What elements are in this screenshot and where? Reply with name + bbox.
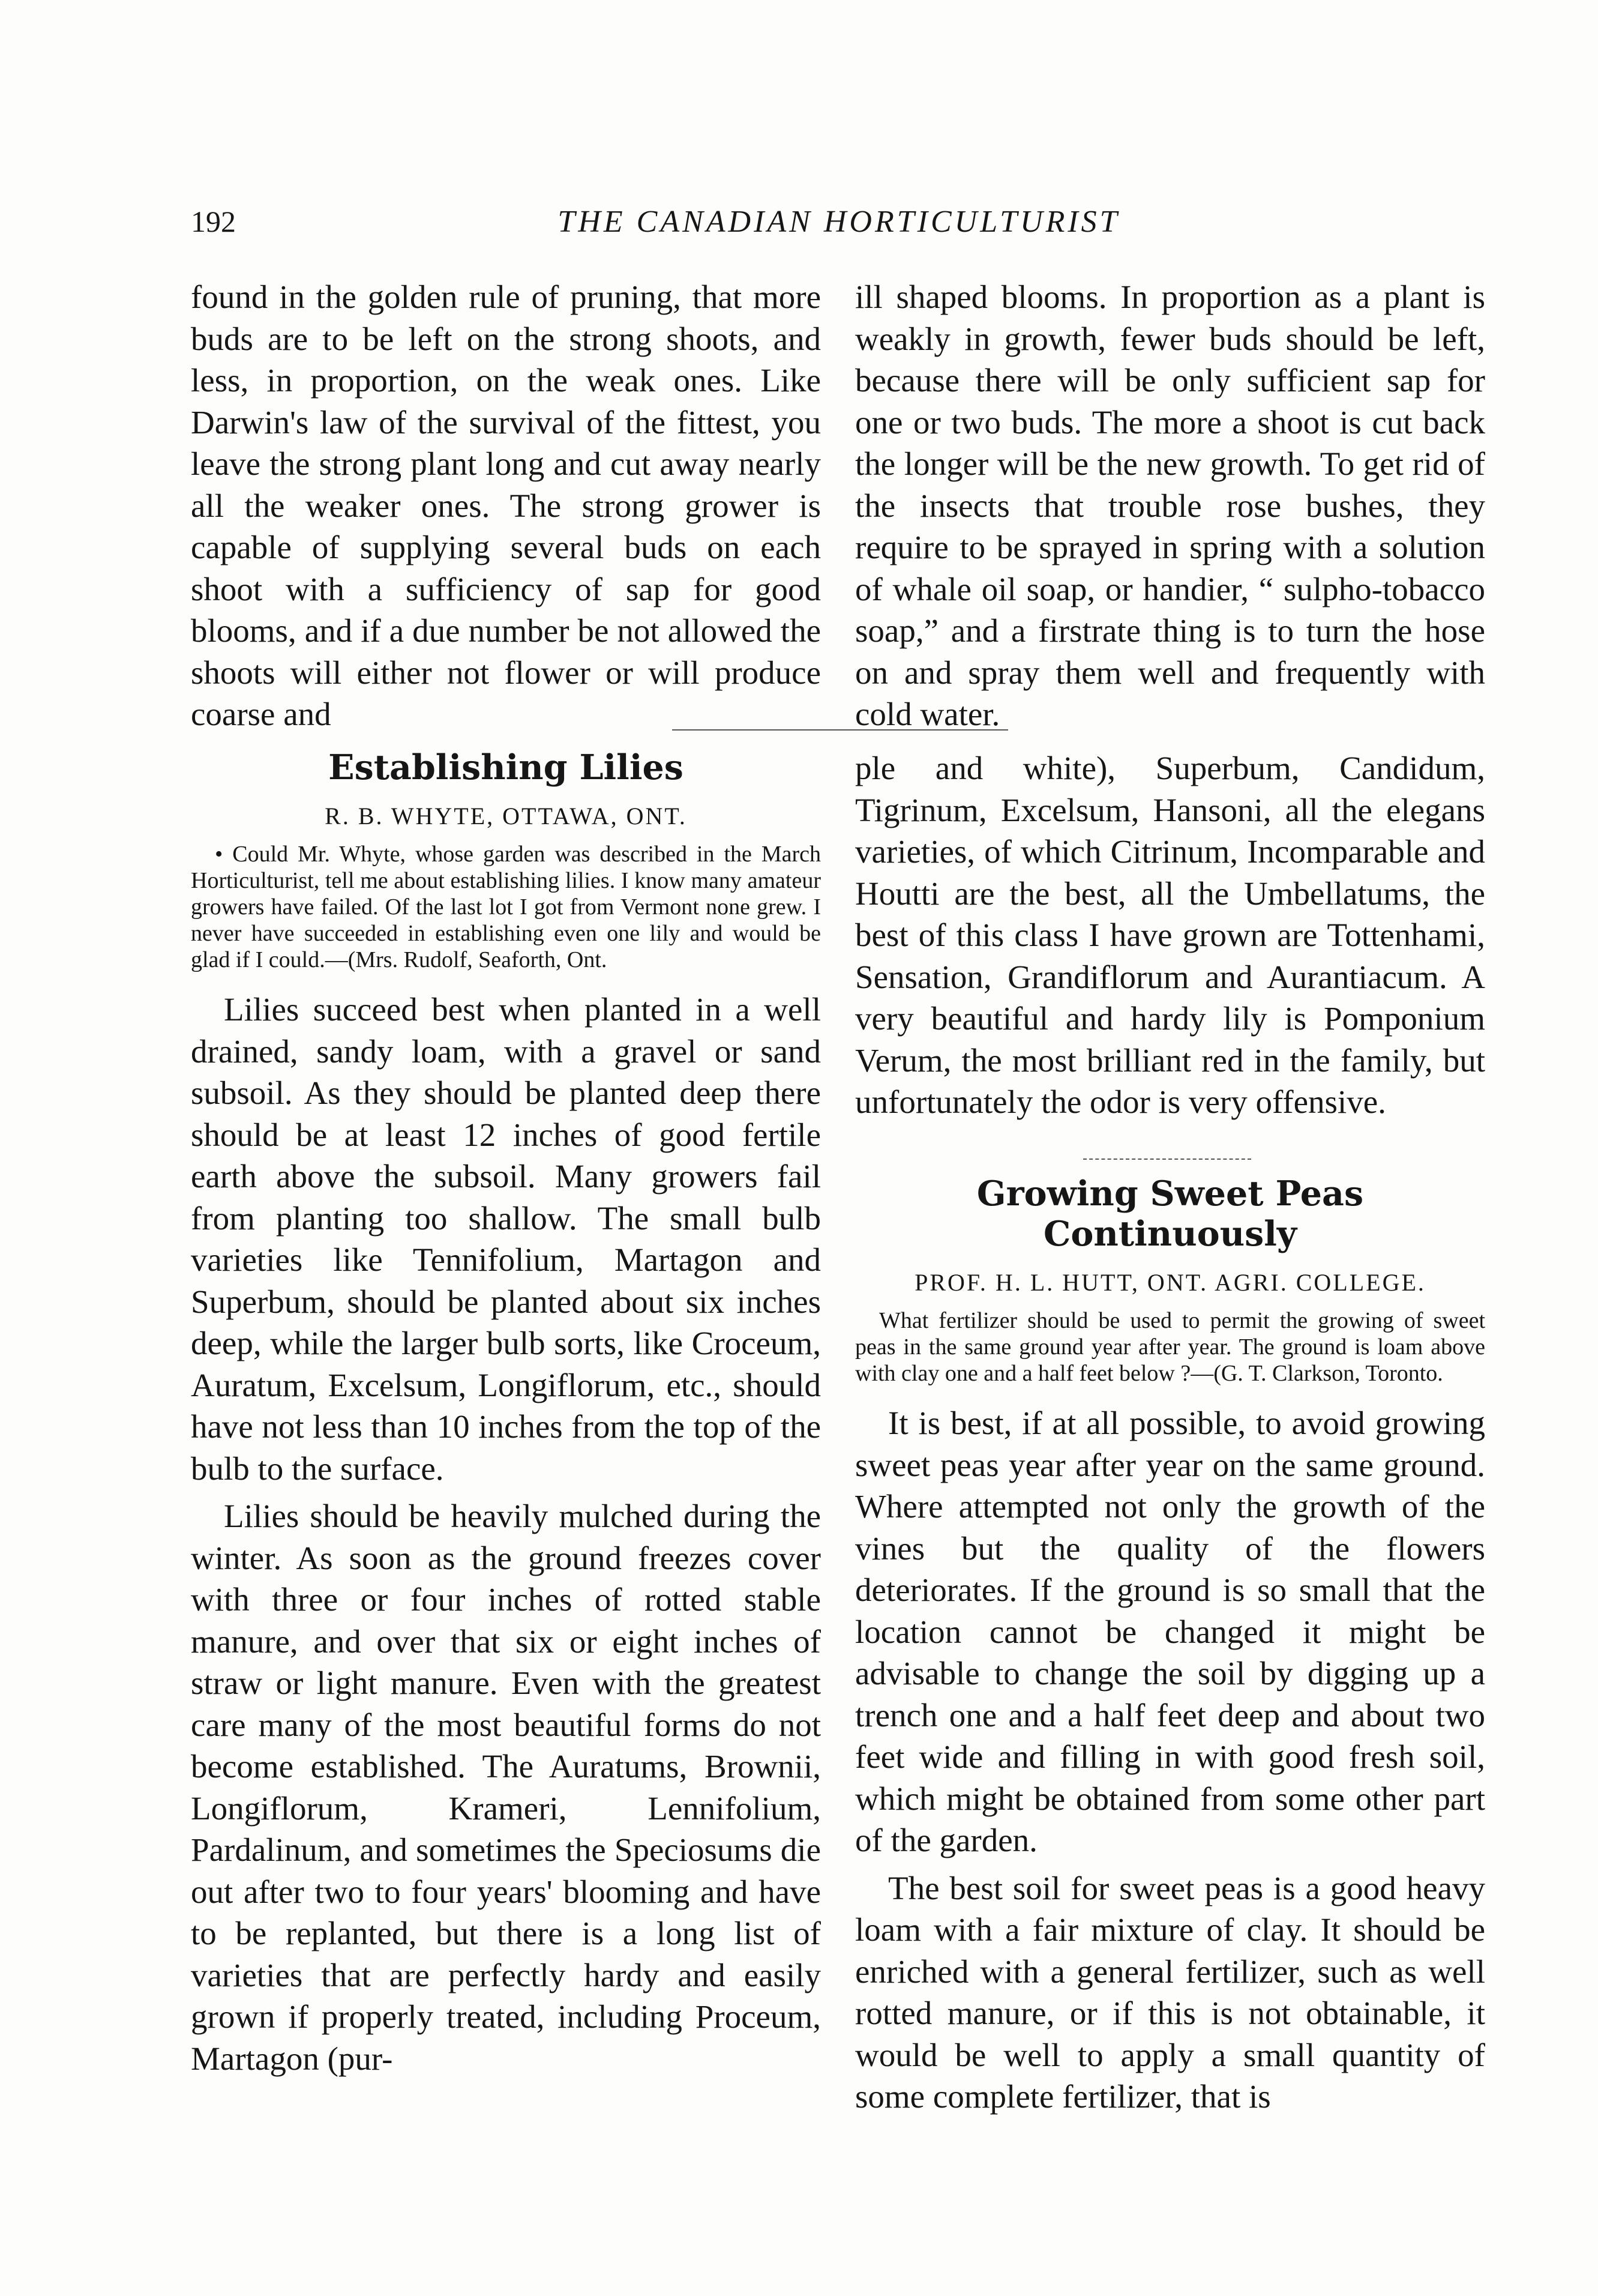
reader-query-lilies: • Could Mr. Whyte, whose garden was described in the March Horticulturist, tell me about establishing lilies. I know many amateur growers have failed. Of the last lot I got from Vermont none grew. I never have succeeded in establishing even one lily and would be glad if I could.—(Mrs. Rudolf, Seaforth, Ont.: [191, 842, 821, 972]
article-title-peas: Growing Sweet Peas Continuously: [976, 1174, 1364, 1254]
continued-paragraph-left: found in the golden rule of pruning, that more buds are to be left on the strong shoots, and less, in proportion, on the weak ones. Like Darwin's law of the survival of the fittest, you leave the strong plant long and cut away nearly all the weaker ones. The strong grower is capable of supplying several buds on each shoot with a sufficiency of sap for good blooms, and if a due number be not allowed the shoots will either not flower or will produce coarse and: [191, 279, 821, 732]
peas-paragraph-2: The best soil for sweet peas is a good heavy loam with a fair mixture of clay. It should be enriched with a general fertilizer, such as well rotted manure, or if this is not obtainable, it would be well to apply a small quantity of some complete fertilizer, that is: [855, 1869, 1485, 2115]
journal-title: THE CANADIAN HORTICULTURIST: [557, 205, 1120, 239]
page-header: [191, 204, 1487, 252]
byline-peas: PROF. H. L. HUTT, ONT. AGRI. COLLEGE.: [915, 1269, 1426, 1296]
byline-lilies: R. B. WHYTE, OTTAWA, ONT.: [325, 803, 687, 830]
lilies-paragraph-1: Lilies succeed best when planted in a well drained, sandy loam, with a gravel or sand subsoil. As they should be planted deep there should be at least 12 inches of good fertile earth above the subsoil. Many growers fail from planting too shallow. The small bulb varieties like Tennifolium, Martagon and Superbum, should be planted about six inches deep, while the larger bulb sorts, like Croceum, Auratum, Excelsum, Longiflorum, etc., should have not less than 10 inches from the top of the bulb to the surface.: [191, 991, 821, 1487]
reader-query-peas: What fertilizer should be used to permit the growing of sweet peas in the same ground year after year. The ground is loam above with clay one and a half feet below ?—(G. T. Clarkson, Toronto.: [855, 1308, 1485, 1386]
continued-text-left: [191, 276, 821, 735]
page-number: 192: [191, 205, 236, 238]
article-establishing-lilies: [191, 747, 821, 2079]
peas-paragraph-1: It is best, if at all possible, to avoid growing sweet peas year after year on the same ground. Where attempted not only the growth of the vines but the quality of the flowers deteriorates. If the ground is so small that the location cannot be changed it might be advisable to change the soil by digging up a trench one and a half feet deep and about two feet wide and filling in with good fresh soil, which might be obtained from some other part of the garden.: [855, 1405, 1485, 1858]
article-title-lilies: Establishing Lilies: [328, 747, 683, 788]
article-divider: [1083, 1159, 1251, 1160]
article-sweet-peas: [855, 1174, 1485, 2118]
article-lilies-continued: [855, 747, 1485, 1123]
lilies-paragraph-2: Lilies should be heavily mulched during the winter. As soon as the ground freezes cover with three or four inches of rotted stable manure, and over that six or eight inches of straw or light manure. Even with the greatest care many of the most beautiful forms do not become established. The Auratums, Brownii, Longiflorum, Krameri, Lennifolium, Pardalinum, and sometimes the Speciosums die out after two to four years' blooming and have to be replanted, but there is a long list of varieties that are perfectly hardy and easily grown if properly treated, including Proceum, Martagon (pur-: [191, 1498, 821, 2077]
lilies-paragraph-3: ple and white), Superbum, Candidum, Tigrinum, Excelsum, Hansoni, all the elegans varieties, of which Citrinum, Incomparable and Houtti are the best, all the Umbellatums, the best of this class I have grown are Tottenhami, Sensation, Grandiflorum and Aurantiacum. A very beautiful and hardy lily is Pomponium Verum, the most brilliant red in the family, but unfortunately the odor is very offensive.: [855, 750, 1485, 1120]
continued-paragraph-right: ill shaped blooms. In proportion as a plant is weakly in growth, fewer buds should be left, because there will be only sufficient sap for one or two buds. The more a shoot is cut back the longer will be the new growth. To get rid of the insects that trouble rose bushes, they require to be sprayed in spring with a solution of whale oil soap, or handier, “ sulpho-tobacco soap,” and a firstrate thing is to turn the hose on and spray them well and frequently with cold water.: [855, 279, 1485, 732]
section-divider: [672, 729, 1008, 731]
continued-text-right: [855, 276, 1485, 735]
